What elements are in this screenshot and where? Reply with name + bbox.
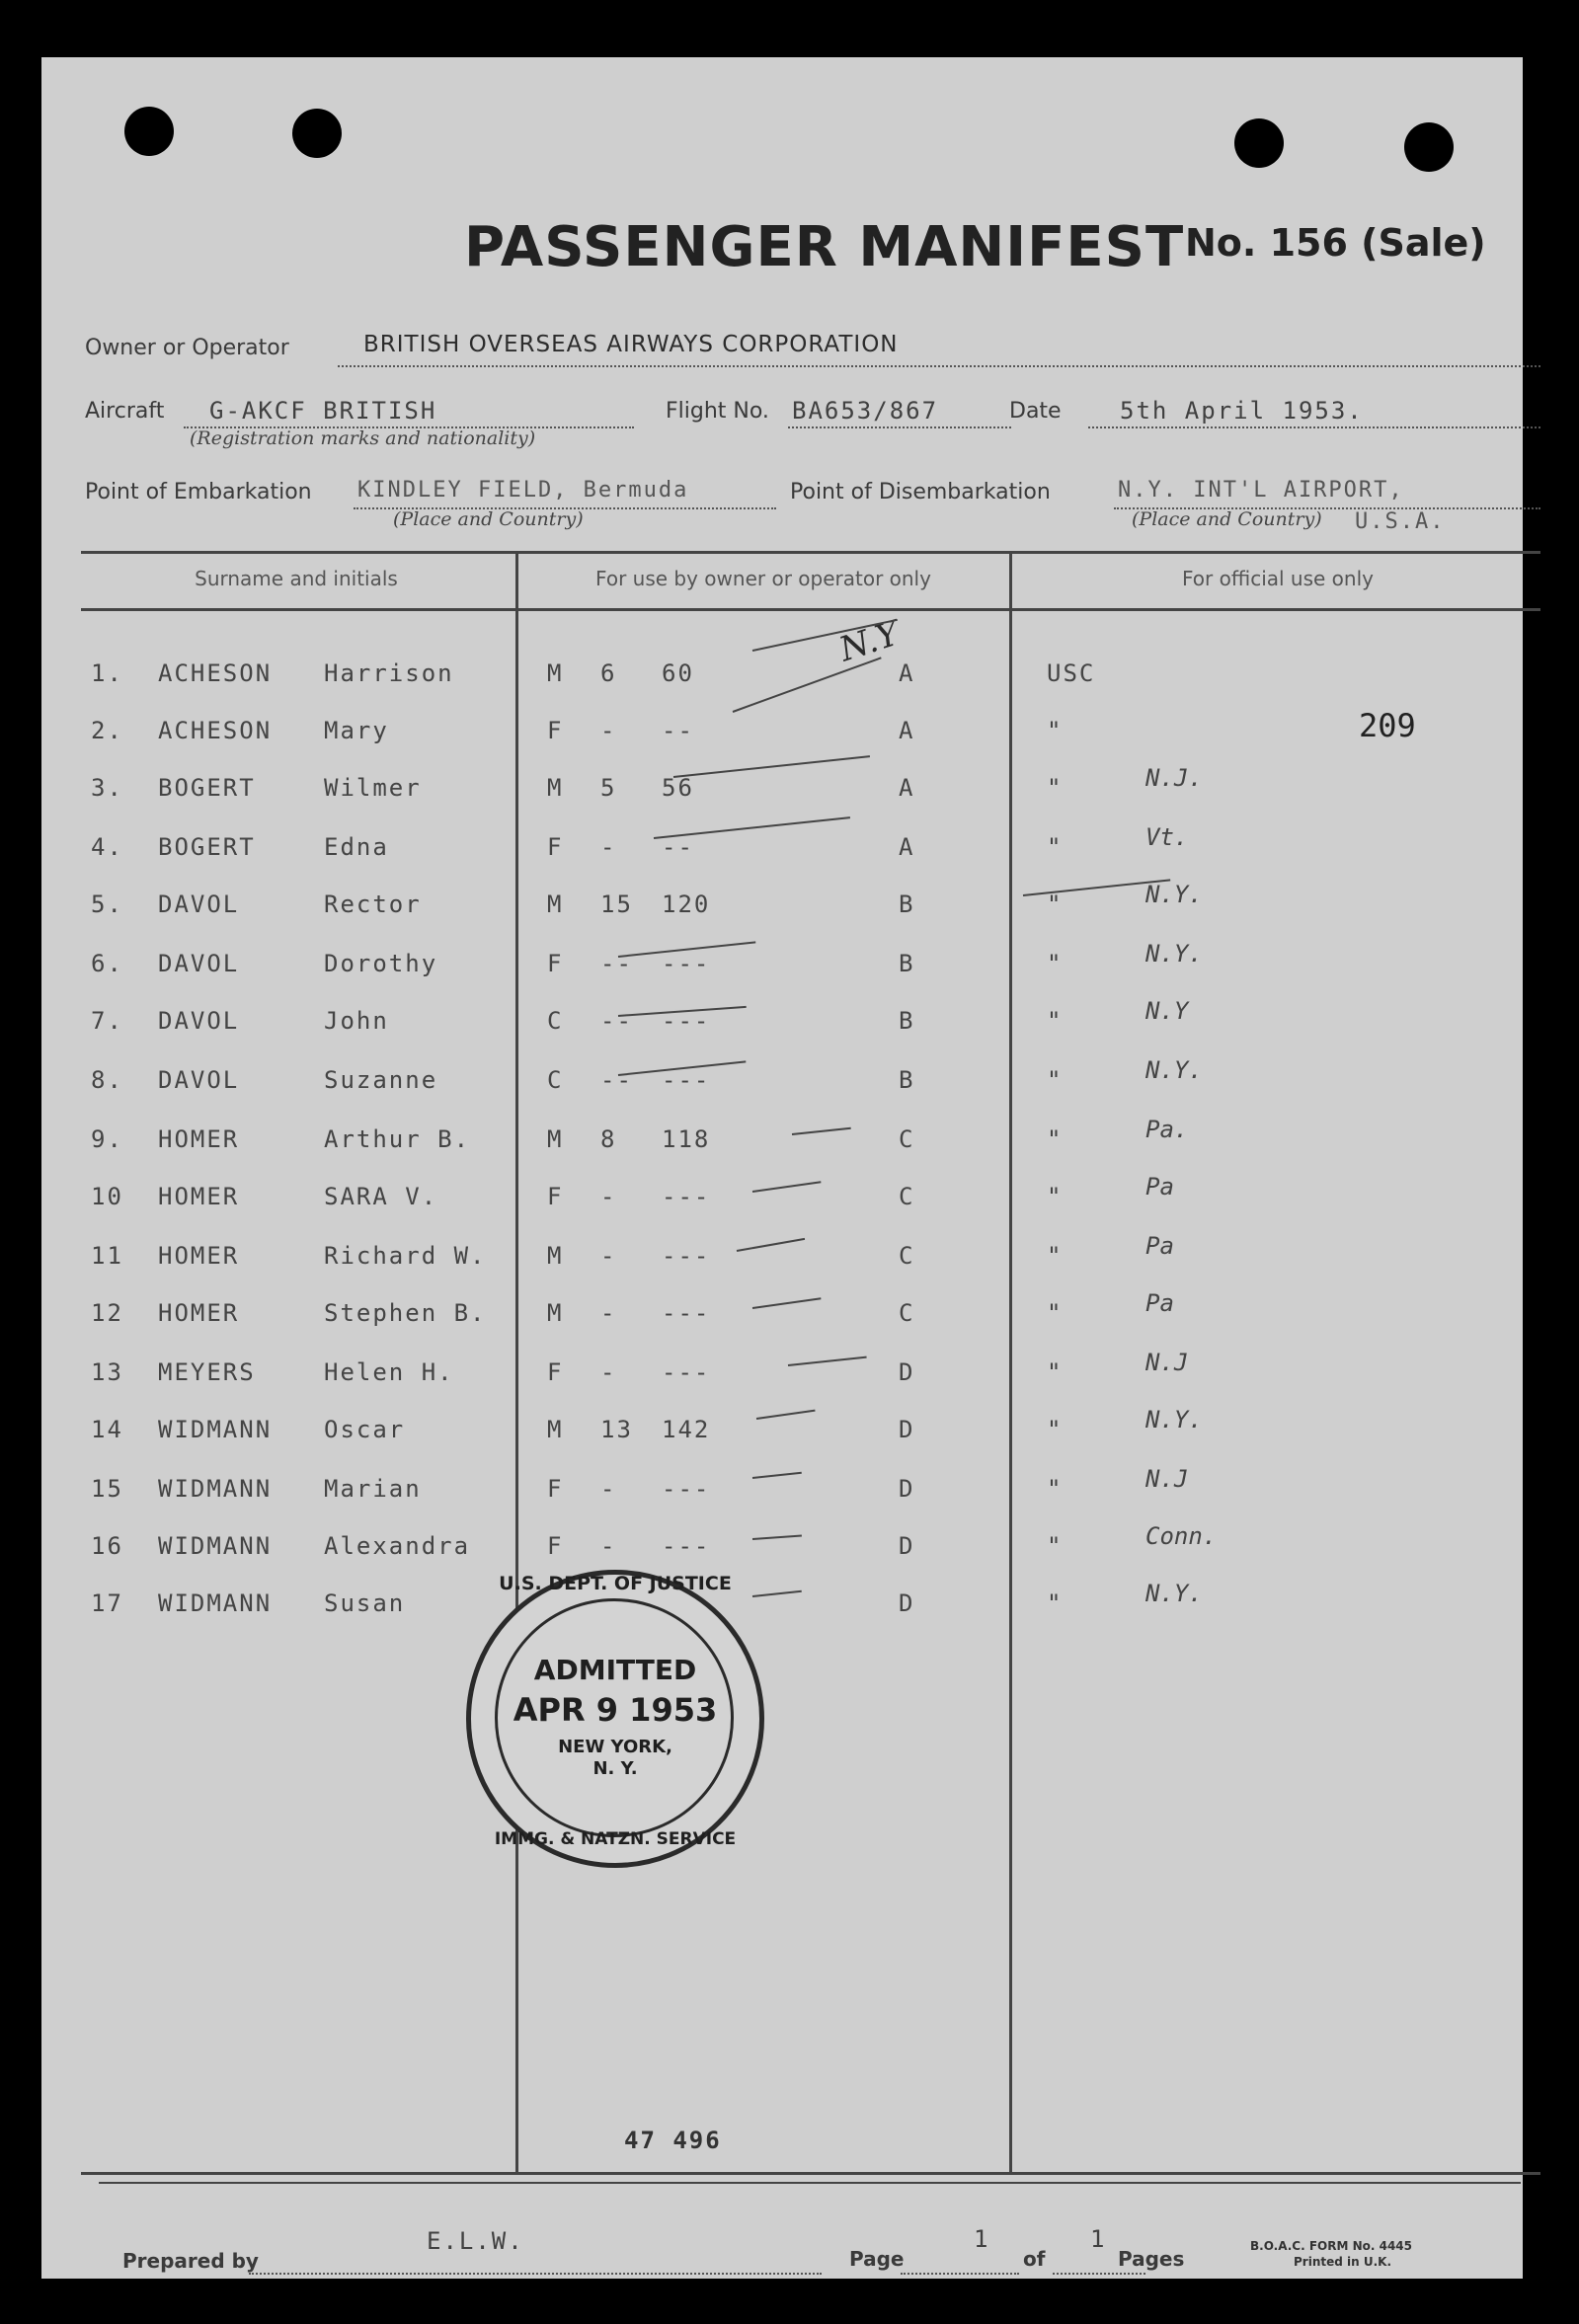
table-row — [41, 1056, 1523, 1106]
row-given-name: Richard W. — [324, 1242, 487, 1270]
row-value-a: - — [600, 1475, 617, 1503]
row-value-b: --- — [662, 1358, 711, 1386]
row-handwritten-state: N.Y — [1145, 997, 1189, 1025]
punch-hole — [1404, 122, 1454, 172]
stamp-ring-bottom: IMMG. & NATZN. SERVICE — [494, 1829, 737, 1849]
row-number: 4. — [91, 833, 123, 861]
row-official-mark: " — [1047, 1183, 1064, 1210]
row-sex: F — [547, 1358, 564, 1386]
aircraft-value: G-AKCF BRITISH — [209, 397, 437, 425]
embarkation-note: (Place and Country) — [393, 508, 584, 530]
embarkation-label: Point of Embarkation — [85, 480, 312, 504]
row-value-b: 56 — [662, 774, 694, 802]
row-value-a: 8 — [600, 1125, 617, 1153]
table-row — [41, 940, 1523, 989]
stamp-ring-top: U.S. DEPT. OF JUSTICE — [499, 1573, 732, 1594]
row-value-b: -- — [662, 717, 694, 744]
row-official-mark: " — [1047, 950, 1064, 977]
row-group: C — [899, 1242, 915, 1270]
row-number: 17 — [91, 1589, 123, 1617]
row-value-b: 120 — [662, 891, 711, 918]
row-surname: DAVOL — [158, 1066, 240, 1094]
row-handwritten-state: Pa — [1145, 1232, 1174, 1260]
row-surname: WIDMANN — [158, 1532, 273, 1560]
row-number: 9. — [91, 1125, 123, 1153]
row-handwritten-state: Pa — [1145, 1173, 1174, 1201]
row-number: 16 — [91, 1532, 123, 1560]
column-header-owner-use: For use by owner or operator only — [595, 567, 931, 590]
row-surname: BOGERT — [158, 774, 256, 802]
row-value-a: -- — [600, 1007, 633, 1035]
owner-label: Owner or Operator — [85, 336, 289, 360]
row-value-a: - — [600, 1242, 617, 1270]
stamp-place-1: NEW YORK, — [558, 1737, 672, 1757]
row-sex: F — [547, 717, 564, 744]
row-value-a: 15 — [600, 891, 633, 918]
form-ref: B.O.A.C. FORM No. 4445 — [1250, 2239, 1412, 2253]
row-value-b: --- — [662, 1242, 711, 1270]
row-given-name: Susan — [324, 1589, 406, 1617]
row-sex: M — [547, 1242, 564, 1270]
row-surname: DAVOL — [158, 950, 240, 977]
row-value-b: 118 — [662, 1125, 711, 1153]
row-group: A — [899, 717, 915, 744]
row-official-mark: " — [1047, 1066, 1064, 1094]
row-value-a: 13 — [600, 1416, 633, 1443]
row-surname: ACHESON — [158, 659, 273, 687]
row-value-a: -- — [600, 950, 633, 977]
row-number: 1. — [91, 659, 123, 687]
row-given-name: Dorothy — [324, 950, 438, 977]
row-surname: BOGERT — [158, 833, 256, 861]
owner-underline — [338, 365, 1540, 367]
row-handwritten-state: N.J — [1145, 1465, 1189, 1493]
flight-value: BA653/867 — [792, 397, 939, 425]
form-number: No. 156 (Sale) — [1185, 221, 1486, 265]
row-value-a: 6 — [600, 659, 617, 687]
row-value-a: - — [600, 1299, 617, 1327]
row-handwritten-state: Conn. — [1145, 1522, 1218, 1550]
footer-rule — [99, 2182, 1521, 2184]
handwritten-ny-top: N.Y — [834, 613, 905, 670]
row-official-mark: " — [1047, 717, 1064, 744]
row-surname: MEYERS — [158, 1358, 256, 1386]
row-handwritten-state: N.Y. — [1145, 1406, 1203, 1433]
row-value-a: - — [600, 1358, 617, 1386]
row-official-mark: " — [1047, 1532, 1064, 1560]
row-value-a: - — [600, 717, 617, 744]
row-group: B — [899, 1007, 915, 1035]
row-sex: C — [547, 1007, 564, 1035]
row-value-a: - — [600, 1532, 617, 1560]
table-row — [41, 1349, 1523, 1398]
row-number: 13 — [91, 1358, 123, 1386]
page-title: PASSENGER MANIFEST — [464, 215, 1185, 279]
row-sex: F — [547, 833, 564, 861]
row-surname: DAVOL — [158, 1007, 240, 1035]
row-number: 10 — [91, 1183, 123, 1210]
row-sex: F — [547, 950, 564, 977]
row-sex: M — [547, 1299, 564, 1327]
row-group: A — [899, 659, 915, 687]
table-header-rule — [81, 608, 1540, 611]
row-value-b: --- — [662, 1532, 711, 1560]
row-surname: HOMER — [158, 1125, 240, 1153]
page-label: Page — [849, 2247, 905, 2271]
row-sex: M — [547, 891, 564, 918]
owner-value: BRITISH OVERSEAS AIRWAYS CORPORATION — [363, 332, 899, 357]
row-given-name: Arthur B. — [324, 1125, 471, 1153]
prepared-value: E.L.W. — [427, 2227, 524, 2255]
row-sex: M — [547, 1416, 564, 1443]
row-official-mark: " — [1047, 1358, 1064, 1386]
row-number: 5. — [91, 891, 123, 918]
punch-hole — [124, 107, 174, 156]
row-number: 2. — [91, 717, 123, 744]
table-row — [41, 1116, 1523, 1165]
table-row — [41, 997, 1523, 1046]
row-given-name: Wilmer — [324, 774, 422, 802]
table-row — [41, 717, 1523, 756]
punch-hole — [292, 109, 342, 158]
row-value-b: 142 — [662, 1416, 711, 1443]
row-handwritten-state: N.Y. — [1145, 940, 1203, 968]
row-given-name: SARA V. — [324, 1183, 438, 1210]
column-header-official-use: For official use only — [1182, 567, 1374, 590]
manifest-paper — [41, 57, 1523, 2279]
row-official-mark: " — [1047, 1125, 1064, 1153]
row-official-mark: " — [1047, 1589, 1064, 1617]
row-official-mark: " — [1047, 891, 1064, 918]
row-number: 6. — [91, 950, 123, 977]
page-value: 1 — [974, 2225, 990, 2253]
prepared-label: Prepared by — [122, 2249, 259, 2273]
row-group: C — [899, 1125, 915, 1153]
row-official-mark: " — [1047, 774, 1064, 802]
row-group: D — [899, 1532, 915, 1560]
stamp-date: APR 9 1953 — [513, 1691, 718, 1729]
row-given-name: Edna — [324, 833, 389, 861]
row-handwritten-state: Pa — [1145, 1289, 1174, 1317]
row-surname: WIDMANN — [158, 1475, 273, 1503]
row-value-a: -- — [600, 1066, 633, 1094]
aircraft-label: Aircraft — [85, 399, 165, 424]
row-group: B — [899, 891, 915, 918]
row-official-mark: " — [1047, 1299, 1064, 1327]
row-number: 14 — [91, 1416, 123, 1443]
row-handwritten-state: Vt. — [1145, 823, 1189, 851]
row-sex: M — [547, 774, 564, 802]
row-group: D — [899, 1416, 915, 1443]
row-value-b: --- — [662, 1007, 711, 1035]
of-underline — [1053, 2273, 1145, 2275]
row-given-name: Rector — [324, 891, 422, 918]
row-given-name: Marian — [324, 1475, 422, 1503]
table-row — [41, 1289, 1523, 1339]
of-label: of — [1023, 2247, 1046, 2271]
punch-hole — [1234, 118, 1284, 168]
of-value: 1 — [1090, 2225, 1107, 2253]
row-group: C — [899, 1299, 915, 1327]
page-underline — [901, 2273, 1019, 2275]
row-handwritten-state: N.Y. — [1145, 1580, 1203, 1607]
row-value-b: --- — [662, 950, 711, 977]
date-value: 5th April 1953. — [1120, 397, 1364, 425]
row-value-b: --- — [662, 1299, 711, 1327]
row-sex: C — [547, 1066, 564, 1094]
flight-label: Flight No. — [666, 399, 769, 424]
printed-note: Printed in U.K. — [1294, 2255, 1392, 2269]
row-value-a: - — [600, 833, 617, 861]
row-official-mark: USC — [1047, 659, 1096, 687]
table-row — [41, 1232, 1523, 1281]
table-row — [41, 764, 1523, 813]
row-surname: ACHESON — [158, 717, 273, 744]
row-group: D — [899, 1589, 915, 1617]
embarkation-value: KINDLEY FIELD, Bermuda — [357, 478, 689, 503]
table-row — [41, 823, 1523, 873]
row-given-name: Suzanne — [324, 1066, 438, 1094]
row-surname: HOMER — [158, 1242, 240, 1270]
row-number: 7. — [91, 1007, 123, 1035]
row-value-b: --- — [662, 1066, 711, 1094]
table-bottom-rule — [81, 2172, 1540, 2175]
row-group: A — [899, 833, 915, 861]
row-sex: M — [547, 1125, 564, 1153]
row-group: D — [899, 1475, 915, 1503]
row-given-name: Alexandra — [324, 1532, 471, 1560]
row-group: A — [899, 774, 915, 802]
table-row — [41, 1465, 1523, 1514]
admitted-stamp — [466, 1570, 764, 1868]
pages-label: Pages — [1118, 2247, 1185, 2271]
table-row — [41, 1522, 1523, 1572]
row-number: 3. — [91, 774, 123, 802]
row-given-name: Oscar — [324, 1416, 406, 1443]
row-value-a: - — [600, 1183, 617, 1210]
date-underline — [1088, 426, 1540, 428]
column-header-surname: Surname and initials — [195, 567, 398, 590]
row-value-b: -- — [662, 833, 694, 861]
stamp-place-2: N. Y. — [592, 1758, 638, 1779]
row-surname: DAVOL — [158, 891, 240, 918]
disembarkation-label: Point of Disembarkation — [790, 480, 1051, 504]
row-group: B — [899, 950, 915, 977]
row-value-a: 5 — [600, 774, 617, 802]
row-official-mark: " — [1047, 1242, 1064, 1270]
row-given-name: Stephen B. — [324, 1299, 487, 1327]
row-handwritten-state: Pa. — [1145, 1116, 1189, 1143]
disembarkation-note: (Place and Country) — [1132, 508, 1322, 530]
row-given-name: Mary — [324, 717, 389, 744]
row-value-b: --- — [662, 1475, 711, 1503]
total-figure: 47 496 — [624, 2127, 722, 2154]
row-number: 8. — [91, 1066, 123, 1094]
row-number: 15 — [91, 1475, 123, 1503]
row-handwritten-state: N.Y. — [1145, 881, 1203, 908]
row-surname: HOMER — [158, 1183, 240, 1210]
table-row — [41, 1173, 1523, 1222]
table-row — [41, 1406, 1523, 1455]
flight-underline — [788, 426, 1011, 428]
row-given-name: John — [324, 1007, 389, 1035]
row-official-mark: " — [1047, 1416, 1064, 1443]
row-sex: F — [547, 1532, 564, 1560]
row-official-mark: " — [1047, 833, 1064, 861]
aircraft-note: (Registration marks and nationality) — [190, 427, 536, 449]
row-handwritten-state: N.Y. — [1145, 1056, 1203, 1084]
row-official-mark: " — [1047, 1475, 1064, 1503]
disembarkation-country: U.S.A. — [1355, 509, 1446, 534]
row-given-name: Harrison — [324, 659, 454, 687]
date-label: Date — [1009, 399, 1062, 424]
row-official-mark: " — [1047, 1007, 1064, 1035]
row-surname: WIDMANN — [158, 1589, 273, 1617]
prepared-underline — [249, 2273, 822, 2275]
row-sex: F — [547, 1475, 564, 1503]
row-number: 12 — [91, 1299, 123, 1327]
row-given-name: Helen H. — [324, 1358, 454, 1386]
row-sex: M — [547, 659, 564, 687]
row-handwritten-state: N.J. — [1145, 764, 1203, 792]
row-group: D — [899, 1358, 915, 1386]
row-number: 11 — [91, 1242, 123, 1270]
row-handwritten-state: N.J — [1145, 1349, 1189, 1376]
row-group: C — [899, 1183, 915, 1210]
row-surname: WIDMANN — [158, 1416, 273, 1443]
stamp-status: ADMITTED — [533, 1654, 697, 1686]
table-row — [41, 881, 1523, 930]
row-value-b: 60 — [662, 659, 694, 687]
row-sex: F — [547, 1183, 564, 1210]
margin-note: 209 — [1359, 707, 1416, 744]
disembarkation-value: N.Y. INT'L AIRPORT, — [1118, 478, 1404, 503]
table-top-rule — [81, 551, 1540, 554]
row-surname: HOMER — [158, 1299, 240, 1327]
row-group: B — [899, 1066, 915, 1094]
row-value-b: --- — [662, 1183, 711, 1210]
